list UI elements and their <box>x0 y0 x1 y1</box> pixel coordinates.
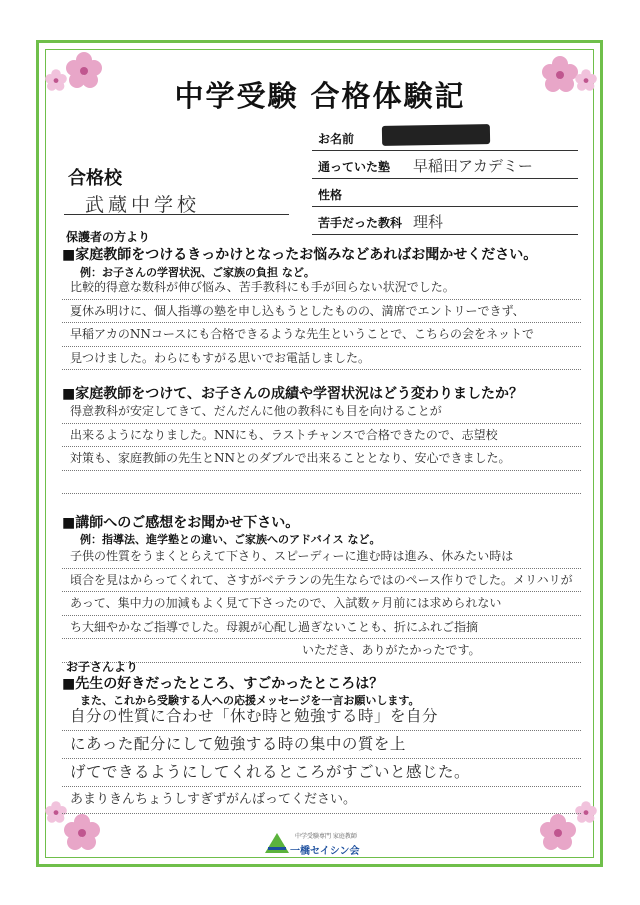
answer-line: 比較的得意な数科が伸び悩み、苦手教科にも手が回らない状況でした。 <box>62 276 581 300</box>
question-4-heading: ■先生の好きだったところ、すごかったところは？ <box>62 676 384 692</box>
answer-3 <box>62 545 581 663</box>
parent-section-header: 保護者の方より <box>66 230 151 244</box>
answer-2 <box>62 400 581 494</box>
answer-line: ち大細やかなご指導でした。母親が心配し過ぎないことも、折にふれご指摘 <box>62 616 581 640</box>
question-1-example: 例：お子さんの学習状況、ご家族の負担 など。 <box>80 266 315 279</box>
answer-line: あまりきんちょうしすぎずがんばってください。 <box>62 787 581 814</box>
answer-line: 夏休み明けに、個人指導の塾を申し込もうとしたものの、満席でエントリーできず、 <box>62 300 581 324</box>
answer-line: 見つけました。わらにもすがる思いでお電話しました。 <box>62 347 581 371</box>
answer-line: 対策も、家庭教師の先生とNNとのダブルで出来ることとなり、安心できました。 <box>62 447 581 471</box>
info-row-weak-subject <box>312 207 578 235</box>
answer-line: 頃合を見はからってくれて、さすがベテランの先生ならではのペース作りでした。メリハリが <box>62 569 581 593</box>
info-row-school <box>312 151 578 179</box>
info-label: 苦手だった教科 <box>318 216 403 230</box>
answer-line: いただき、ありがたかったです。 <box>62 639 581 663</box>
redaction-block <box>382 124 490 146</box>
flower-icon <box>538 812 578 852</box>
info-label: お名前 <box>318 132 355 146</box>
answer-1 <box>62 276 581 370</box>
question-2-heading: ■家庭教師をつけて、お子さんの成績や学習状況はどう変わりましたか？ <box>62 386 523 402</box>
info-value <box>413 204 578 206</box>
answer-line: 早稲アカのNNコースにも合格できるような先生ということで、こちらの会をネットで <box>62 323 581 347</box>
school-underline <box>64 214 289 215</box>
company-name: 一橋セイシン会 <box>290 846 360 857</box>
company-tagline: 中学受験専門 家庭教師 <box>295 833 357 840</box>
answer-line: 自分の性質に合わせ「休む時と勉強する時」を自分 <box>62 703 581 731</box>
page-title: 中学受験 合格体験記 <box>174 79 466 113</box>
question-3-example: 例：指導法、進学塾との違い、ご家族へのアドバイス など。 <box>80 533 381 546</box>
info-label: 性格 <box>318 188 343 202</box>
answer-line: にあった配分にして勉強する時の集中の質を上 <box>62 731 581 759</box>
flower-icon <box>62 812 102 852</box>
info-value: 早稲田アカデミー <box>413 157 533 175</box>
answer-line: 出来るようになりました。NNにも、ラストチャンスで合格できたので、志望校 <box>62 424 581 448</box>
answer-line: 子供の性質をうまくとらえて下さり、スピーディーに進む時は進み、休みたい時は <box>62 545 581 569</box>
info-value <box>413 148 578 150</box>
answer-4 <box>62 703 581 814</box>
question-3-heading: ■講師へのご感想をお聞かせ下さい。 <box>62 515 300 531</box>
question-1-heading: ■家庭教師をつけるきっかけとなったお悩みなどあればお聞かせください。 <box>62 247 538 263</box>
student-info-table <box>312 123 578 235</box>
school-label: 合格校 <box>68 168 122 189</box>
answer-line: あって、集中力の加減もよく見て下さったので、入試数ヶ月前には求められない <box>62 592 581 616</box>
info-value: 理科 <box>413 213 444 231</box>
answer-line: げてできるようにしてくれるところがすごいと感じた。 <box>62 759 581 787</box>
answer-line: 得意教科が安定してきて、だんだんに他の教科にも目を向けることが <box>62 400 581 424</box>
question-4-example: また、これから受験する人への応援メッセージを一言お願いします。 <box>80 694 420 707</box>
info-row-personality <box>312 179 578 207</box>
info-row-name <box>312 123 578 151</box>
child-section-header: お子さんより <box>66 660 139 674</box>
school-value: 武蔵中学校 <box>85 194 201 216</box>
company-logo-icon <box>262 830 292 856</box>
info-label: 通っていた塾 <box>318 160 391 174</box>
answer-line <box>62 471 581 495</box>
